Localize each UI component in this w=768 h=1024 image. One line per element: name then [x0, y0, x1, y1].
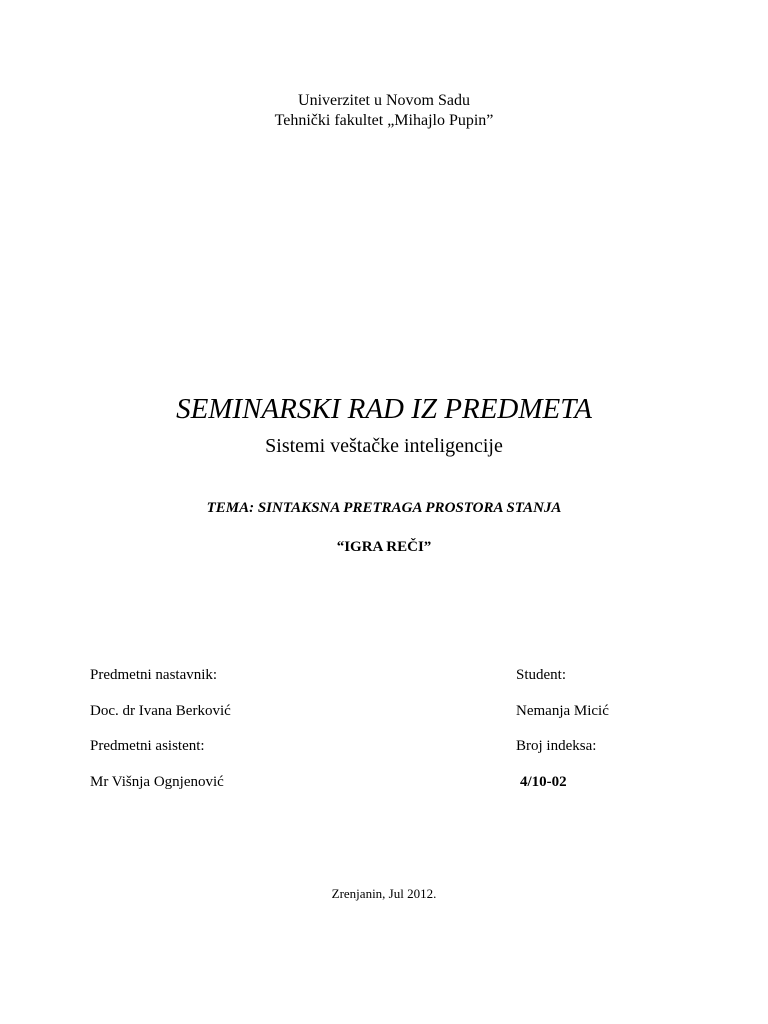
document-title: SEMINARSKI RAD IZ PREDMETA [176, 393, 592, 425]
index-label: Broj indeksa: [516, 738, 597, 754]
assistant-name: Mr Višnja Ognjenović [90, 774, 224, 790]
index-value: 4/10-02 [520, 774, 567, 790]
faculty-name: Tehnički fakultet „Mihajlo Pupin” [274, 112, 494, 129]
teacher-name: Doc. dr Ivana Berković [90, 703, 231, 719]
place-date: Zrenjanin, Jul 2012. [331, 886, 437, 901]
subject-name: Sistemi veštačke inteligencije [265, 435, 503, 457]
work-subtitle: “IGRA REČI” [336, 539, 432, 555]
teacher-label: Predmetni nastavnik: [90, 667, 218, 683]
student-name: Nemanja Micić [516, 703, 609, 719]
assistant-label: Predmetni asistent: [90, 738, 205, 754]
topic-line: TEMA: SINTAKSNA PRETRAGA PROSTORA STANJA [206, 500, 562, 516]
university-name: Univerzitet u Novom Sadu [298, 92, 470, 109]
student-label: Student: [516, 667, 567, 683]
